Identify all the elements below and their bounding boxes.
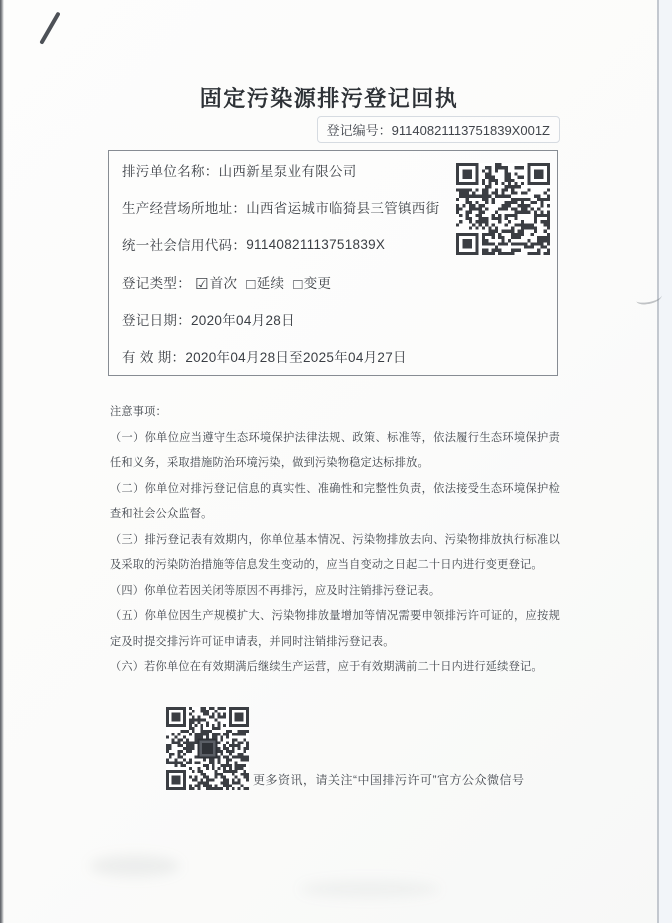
checkbox-change-label: 变更 [303,275,332,291]
notes-section [110,400,560,681]
checkbox-first-time-label: 首次 [209,275,238,291]
scan-smudge [300,880,440,898]
registration-date-value: 2020年04月28日 [191,312,295,328]
registration-info-table [108,150,558,376]
address-label: 生产经营场所地址： [122,200,247,216]
note-item-3: （三）排污登记表有效期内，你单位基本情况、污染物排放去向、污染物排放执行标准以及采取的污染防治措施等信息发生变动的，应当自变动之日起二十日内进行变更登记。 [110,533,560,571]
credit-code-label: 统一社会信用代码： [122,238,247,254]
unchecked-checkbox-icon: □ [246,275,256,293]
note-item-6: （六）若你单位在有效期满后继续生产运营，应于有效期满前二十日内进行延续登记。 [110,661,543,673]
note-item-4: （四）你单位若因关闭等原因不再排污，应及时注销排污登记表。 [110,584,441,597]
registration-type-label: 登记类型： [122,275,191,291]
table-row-registration-date [109,300,557,337]
checked-checkbox-icon: ☑ [195,275,209,293]
address-value: 山西省运城市临猗县三管镇西街 [246,200,440,216]
registration-qr-code [456,163,550,255]
wechat-official-account-qr-code [166,707,249,790]
note-item-5: （五）你单位因生产规模扩大、污染物排放量增加等情况需要申领排污许可证的，应按规定及时提交排污许可证申请表，并同时注销排污登记表。 [110,610,560,648]
note-item-1: （一）你单位应当遵守生态环境保护法律法规、政策、标准等，依法履行生态环境保护责任和义务，采取措施防治环境污染，做到污染物稳定达标排放。 [110,431,560,469]
validity-period-value: 2020年04月28日至2025年04月27日 [185,350,407,366]
checkbox-change [293,272,331,292]
scan-right-edge-line [657,0,659,923]
unit-name-value: 山西新星泵业有限公司 [218,163,357,179]
document-title: 固定污染源排污登记回执 [199,86,459,111]
scan-right-margin [659,0,672,923]
footer-caption: 更多资讯，请关注“中国排污许可”官方公众微信号 [253,773,525,787]
checkbox-first-time [195,272,237,292]
unit-name-label: 排污单位名称： [122,163,219,179]
credit-code-value: 91140821113751839X [246,236,386,252]
scan-left-edge-shadow [0,0,4,923]
registration-date-label: 登记日期： [122,312,191,328]
pen-slash-mark [39,12,60,45]
table-row-registration-type [109,263,557,300]
registration-number [317,116,560,143]
checkbox-renewal-label: 延续 [256,275,285,291]
note-item-2: （二）你单位对排污登记信息的真实性、准确性和完整性负责，依法接受生态环境保护检查和社会公众监督。 [110,482,560,520]
registration-number-value: 91140821113751839X001Z [391,123,550,138]
unchecked-checkbox-icon: □ [293,275,303,293]
table-row-validity-period [109,337,557,374]
registration-number-label: 登记编号： [326,123,392,138]
scan-smudge [90,855,180,877]
notes-heading: 注意事项： [110,406,167,418]
validity-period-label: 有 效 期： [122,350,186,366]
checkbox-renewal [246,272,284,292]
